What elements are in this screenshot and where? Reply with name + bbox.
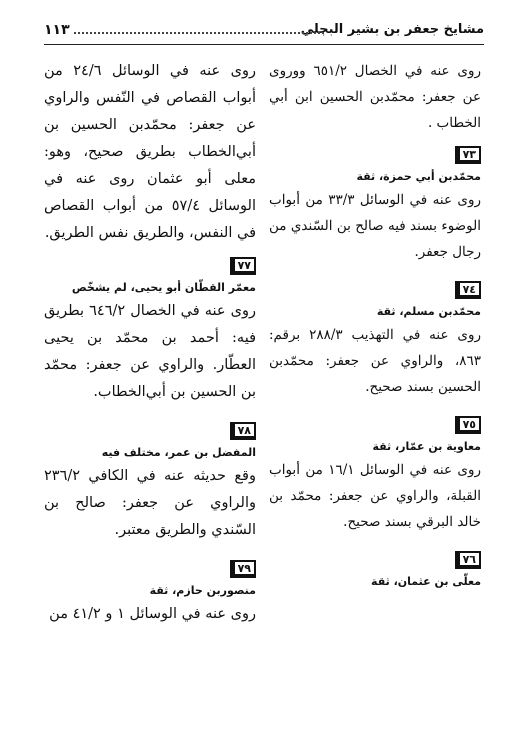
left-intro-text: روى عنه في الوسائل ٢٤/٦ من أبواب القصاص في النّفس والراوي عن جعفر: محمّدبن الحسين بن أبي‌الخطاب بطريق صحيح، وهو: معلى أبو عثمان روى عنه في الوسائل ٥٧/٤ من أبواب القصاص في النفس، والطريق نفس الطريق.: [44, 63, 256, 241]
entry-number-badge: ٧٦: [455, 551, 481, 569]
entry-74: [269, 281, 481, 400]
entry-text: روى عنه في الوسائل ١٦/١ من أبواب القبلة، والراوي عن جعفر: محمّد بن خالد البرقي بسند صحيح.: [269, 462, 481, 530]
entry-79: [44, 560, 256, 628]
entry-number-badge: ٧٥: [455, 416, 481, 434]
entry-heading: المفضل بن عمر، مختلف فيه: [101, 446, 256, 459]
right-column: [269, 58, 481, 604]
header-dot-leader: [74, 32, 324, 34]
entry-text: روى عنه في التهذيب ٢٨٨/٣ برقم: ٨٦٣، والراوي عن جعفر: محمّدبن الحسين بسند صحيح.: [269, 327, 482, 395]
left-column: [44, 58, 256, 644]
entry-76: [269, 551, 481, 588]
page-header: [44, 22, 484, 45]
entry-number-badge: ٧٣: [455, 146, 481, 164]
page-number: ١١٣: [44, 22, 70, 38]
entry-number-badge: ٧٧: [230, 257, 256, 275]
entry-78: [44, 422, 256, 544]
right-intro-text: روى عنه في الخصال ٦٥١/٢ ووروى عن جعفر: محمّدبن الحسين ابن أبي الخطاب .: [269, 63, 481, 131]
entry-text: روى عنه في الوسائل ١ و ٤١/٢ من: [49, 606, 256, 622]
entry-heading: معاوية بن عمّار، ثقة: [372, 440, 481, 453]
entry-heading: معمّر القطّان أبو يحيى، لم يشخّص: [71, 281, 256, 294]
running-title: مشايخ جعفر بن بشير البجلي: [300, 22, 484, 37]
entry-75: [269, 416, 481, 535]
entry-number-badge: ٧٩: [230, 560, 256, 578]
entry-number-badge: ٧٨: [230, 422, 256, 440]
entry-heading: محمّدبن أبي حمزة، ثقة: [356, 170, 481, 183]
entry-text: روى عنه في الوسائل ٣٣/٣ من أبواب الوضوء بسند فيه صالح بن السّندي من رجال جعفر.: [269, 192, 481, 260]
entry-number-badge: ٧٤: [455, 281, 481, 299]
entry-73: [269, 146, 481, 265]
entry-text: روى عنه في الخصال ٦٤٦/٢ بطريق فيه: أحمد بن محمّد بن يحيى العطّار. والراوي عن جعفر: محمّد بن الحسين بن أبي‌الخطاب.: [44, 303, 256, 400]
entry-heading: محمّدبن مسلم، ثقة: [376, 305, 481, 318]
entry-text: وقع حديثه عنه في الكافي ٢٣٦/٢ والراوي عن جعفر: صالح بن السّندي والطريق معتبر.: [44, 468, 256, 538]
entry-heading: منصوربن حازم، ثقة: [149, 584, 256, 597]
entry-heading: معلّى بن عثمان، ثقة: [371, 575, 481, 588]
entry-77: [44, 257, 256, 406]
